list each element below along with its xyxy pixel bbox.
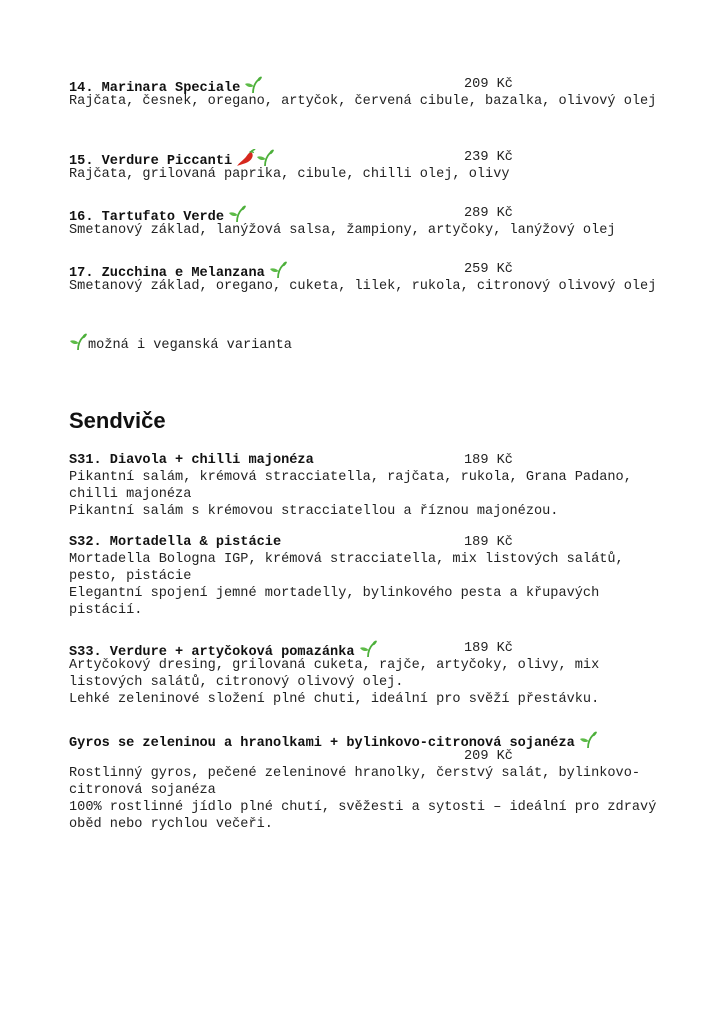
sprout-icon <box>359 640 377 658</box>
item-description: Rajčata, grilovaná paprika, cibule, chilli olej, olivy <box>69 167 510 182</box>
sprout-icon <box>579 731 597 749</box>
menu-item-s31-diavola <box>69 452 669 520</box>
item-note: Pikantní salám s krémovou stracciatellou a říznou majonézou. <box>69 504 559 519</box>
item-price: 189 Kč <box>464 453 513 468</box>
menu-item-s33-verdure <box>69 640 669 708</box>
item-name: 16. Tartufato Verde <box>69 210 224 225</box>
menu-item-gyros <box>69 731 669 833</box>
item-note: Lehké zeleninové složení plné chuti, ideální pro svěží přestávku. <box>69 692 600 707</box>
item-note: Elegantní spojení jemné mortadelly, bylinkového pesta a křupavých pistácií. <box>69 586 600 618</box>
item-price: 239 Kč <box>464 150 513 165</box>
menu-item-s32-mortadella <box>69 534 669 619</box>
item-description: Rostlinný gyros, pečené zeleninové hranolky, čerstvý salát, bylinkovo-citronová sojanéza <box>69 766 641 798</box>
item-description: Smetanový základ, oregano, cuketa, lilek, rukola, citronový olivový olej <box>69 279 657 294</box>
sprout-icon <box>228 205 246 223</box>
item-price: 209 Kč <box>464 749 513 764</box>
sprout-icon <box>244 76 262 94</box>
item-price: 189 Kč <box>464 535 513 550</box>
item-name: 15. Verdure Piccanti <box>69 154 233 169</box>
section-title-sandwiches: Sendviče <box>69 408 166 433</box>
item-price: 209 Kč <box>464 77 513 92</box>
item-name: Gyros se zeleninou a hranolkami + bylinkovo-citronová sojanéza <box>69 736 575 751</box>
sprout-icon <box>69 333 87 351</box>
item-description: Artyčokový dresing, grilovaná cuketa, rajče, artyčoky, olivy, mix listových salátů, citronový olivový olej. <box>69 658 600 690</box>
item-name: S33. Verdure + artyčoková pomazánka <box>69 645 355 660</box>
menu-item-tartufato-verde <box>69 205 669 239</box>
item-description: Smetanový základ, lanýžová salsa, žampiony, artyčoky, lanýžový olej <box>69 223 616 238</box>
sprout-icon <box>256 149 274 167</box>
item-price: 189 Kč <box>464 641 513 656</box>
menu-item-verdure-piccanti <box>69 149 669 183</box>
item-description: Pikantní salám, krémová stracciatella, rajčata, rukola, Grana Padano, chilli majonéza <box>69 470 632 502</box>
item-note: 100% rostlinné jídlo plné chutí, svěžesti a sytosti – ideální pro zdravý oběd nebo rychlou večeři. <box>69 800 657 832</box>
item-description: Mortadella Bologna IGP, krémová stracciatella, mix listových salátů, pesto, pistácie <box>69 552 624 584</box>
item-price: 289 Kč <box>464 206 513 221</box>
legend-text: možná i veganská varianta <box>88 338 292 353</box>
sprout-icon <box>269 261 287 279</box>
menu-item-zucchina-e-melanzana <box>69 261 669 295</box>
vegan-legend <box>69 333 292 354</box>
item-name: S31. Diavola + chilli majonéza <box>69 453 314 468</box>
item-price: 259 Kč <box>464 262 513 277</box>
item-name: 17. Zucchina e Melanzana <box>69 266 265 281</box>
item-description: Rajčata, česnek, oregano, artyčok, červená cibule, bazalka, olivový olej <box>69 94 657 109</box>
item-name: 14. Marinara Speciale <box>69 81 241 96</box>
chili-pepper-icon <box>236 149 256 167</box>
item-name: S32. Mortadella & pistácie <box>69 535 282 550</box>
menu-item-marinara-speciale <box>69 76 669 110</box>
